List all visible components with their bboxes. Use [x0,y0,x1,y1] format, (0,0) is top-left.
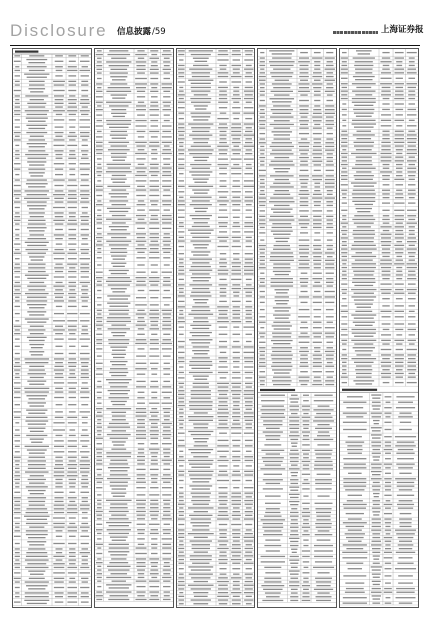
table-row [258,472,336,478]
table-row [258,457,336,460]
table-row [258,450,336,453]
table-row [340,581,418,587]
table-row [340,489,418,492]
table-row [340,537,418,540]
table-row [258,545,336,548]
table-row [258,465,336,468]
header-rule [10,45,420,46]
table-row [258,560,336,566]
table-row [340,453,418,456]
table-row [258,417,336,420]
table-grid [340,49,418,607]
table-row [258,398,336,404]
table-row [258,519,336,522]
table-row [340,563,418,566]
table-section-heading [260,389,295,391]
table-row [340,456,418,462]
table-row [340,464,418,467]
table-row [340,508,418,511]
table-row [258,487,336,493]
table-row [258,395,336,398]
table-row [258,589,336,592]
table-row [258,581,336,584]
table-row [340,533,418,536]
table-row [340,493,418,499]
table-column-2 [94,48,174,608]
table-row [340,544,418,547]
table-row [340,416,418,419]
table-row [258,420,336,423]
table-row [340,518,418,521]
table-row [340,574,418,580]
table-row [258,596,336,599]
page-number: /59 [152,27,166,37]
section-title-chinese [117,28,166,37]
table-row [340,486,418,489]
table-row [340,445,418,448]
table-row [258,406,336,409]
table-row [340,449,418,452]
table-row [258,570,336,576]
table-grid [13,49,91,607]
table-row [258,413,336,416]
table-row [340,405,418,411]
table-row [258,538,336,544]
table-grid [258,49,336,607]
table-grid [95,49,173,607]
table-row [340,530,418,533]
table-row [340,434,418,440]
table-row [340,548,418,551]
table-row [340,588,418,591]
table-row [340,413,418,416]
table-column-3 [176,48,256,608]
table-row [258,556,336,559]
table-row [340,592,418,595]
table-row [258,516,336,519]
table-row [258,435,336,438]
table-row [258,483,336,486]
table-row [258,431,336,434]
table-row [340,603,418,606]
table-section-heading [15,51,38,53]
table-row [258,428,336,431]
table-row [258,578,336,581]
table-row [258,567,336,570]
table-row [258,461,336,464]
table-row [340,500,418,503]
table-row [258,549,336,555]
table-row [340,504,418,507]
table-row [258,530,336,533]
table-row [340,402,418,405]
newspaper-masthead: 上海证券报 [381,25,424,35]
table-row [258,501,336,507]
table-section-heading [342,389,377,391]
table-row [340,442,418,445]
table-row [258,409,336,412]
table-row [340,478,418,481]
table-column-5 [339,48,419,608]
table-row [340,555,418,561]
table-row [258,523,336,526]
table-row [258,585,336,588]
table-row [258,592,336,595]
table-row [340,522,418,525]
table-row [340,566,418,572]
table-row [258,600,336,603]
table-row [258,527,336,530]
table-column-4 [257,48,337,608]
table-row [340,482,418,485]
table-row [258,439,336,442]
table-row [340,526,418,529]
table-row [340,420,418,426]
table-row [258,424,336,427]
table-column-1 [12,48,92,608]
table-row [340,541,418,544]
table-row [340,467,418,470]
table-row [258,443,336,449]
table-row [258,453,336,456]
section-title-english: Disclosure [10,21,108,40]
table-row [340,511,418,517]
table-row [340,595,418,601]
table-row [258,534,336,537]
table-row [340,471,418,477]
table-row [258,479,336,482]
table-row [340,394,418,400]
table-row [258,508,336,511]
table-row [340,427,418,433]
table-grid [177,49,255,607]
table-row [258,468,336,471]
section-name: 信息披露 [117,27,152,37]
table-row [340,552,418,555]
table-row [258,512,336,515]
disclosure-tables [12,48,419,608]
table-row [258,494,336,500]
date-line [333,31,378,34]
